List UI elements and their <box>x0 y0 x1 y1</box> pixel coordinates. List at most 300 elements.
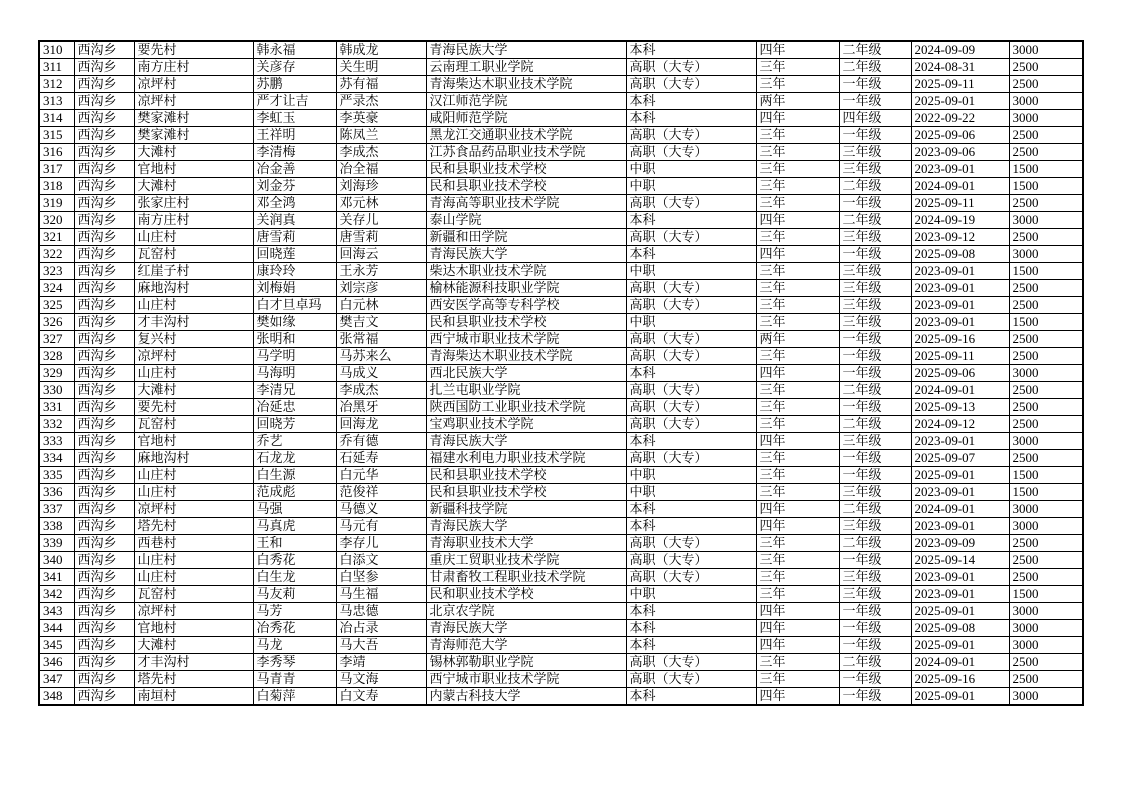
cell-student: 白菊萍 <box>253 688 336 706</box>
cell-duration: 三年 <box>756 297 839 314</box>
cell-guardian: 张常福 <box>336 331 426 348</box>
cell-no: 336 <box>39 484 74 501</box>
cell-village: 瓦窑村 <box>134 246 253 263</box>
cell-student: 马真虎 <box>253 518 336 535</box>
table-row <box>39 688 1083 706</box>
cell-duration: 三年 <box>756 144 839 161</box>
cell-level: 中职 <box>626 161 756 178</box>
cell-grade: 三年级 <box>839 280 911 297</box>
table-row <box>39 467 1083 484</box>
cell-start_date: 2023-09-01 <box>911 297 1009 314</box>
cell-school: 西宁城市职业技术学院 <box>426 331 626 348</box>
cell-school: 民和县职业技术学校 <box>426 484 626 501</box>
cell-grade: 一年级 <box>839 348 911 365</box>
cell-guardian: 王永芳 <box>336 263 426 280</box>
cell-amount: 1500 <box>1009 467 1083 484</box>
cell-duration: 三年 <box>756 552 839 569</box>
cell-level: 高职（大专） <box>626 382 756 399</box>
cell-guardian: 马忠德 <box>336 603 426 620</box>
table-row <box>39 127 1083 144</box>
cell-duration: 三年 <box>756 671 839 688</box>
cell-no: 343 <box>39 603 74 620</box>
cell-level: 高职（大专） <box>626 535 756 552</box>
cell-guardian: 冶占录 <box>336 620 426 637</box>
cell-guardian: 陈凤兰 <box>336 127 426 144</box>
cell-student: 苏鹏 <box>253 76 336 93</box>
cell-level: 中职 <box>626 263 756 280</box>
cell-grade: 二年级 <box>839 654 911 671</box>
cell-grade: 一年级 <box>839 331 911 348</box>
cell-student: 王祥明 <box>253 127 336 144</box>
cell-student: 邓全鸿 <box>253 195 336 212</box>
cell-village: 复兴村 <box>134 331 253 348</box>
table-row <box>39 178 1083 195</box>
cell-village: 凉坪村 <box>134 348 253 365</box>
cell-township: 西沟乡 <box>74 382 134 399</box>
cell-no: 317 <box>39 161 74 178</box>
cell-no: 340 <box>39 552 74 569</box>
cell-grade: 四年级 <box>839 110 911 127</box>
cell-village: 要先村 <box>134 41 253 59</box>
cell-student: 唐雪莉 <box>253 229 336 246</box>
cell-level: 高职（大专） <box>626 671 756 688</box>
cell-start_date: 2023-09-01 <box>911 433 1009 450</box>
cell-school: 青海柴达木职业技术学院 <box>426 348 626 365</box>
cell-amount: 3000 <box>1009 365 1083 382</box>
table-row <box>39 399 1083 416</box>
cell-village: 南方庄村 <box>134 59 253 76</box>
table-row <box>39 297 1083 314</box>
cell-student: 马芳 <box>253 603 336 620</box>
cell-no: 330 <box>39 382 74 399</box>
cell-start_date: 2023-09-01 <box>911 314 1009 331</box>
table-row <box>39 552 1083 569</box>
cell-start_date: 2024-08-31 <box>911 59 1009 76</box>
cell-start_date: 2025-09-08 <box>911 246 1009 263</box>
cell-duration: 三年 <box>756 467 839 484</box>
student-subsidy-table <box>38 40 1084 706</box>
table-row <box>39 501 1083 518</box>
cell-level: 本科 <box>626 433 756 450</box>
cell-guardian: 刘海珍 <box>336 178 426 195</box>
cell-amount: 3000 <box>1009 246 1083 263</box>
cell-student: 白才旦卓玛 <box>253 297 336 314</box>
cell-duration: 三年 <box>756 569 839 586</box>
cell-level: 本科 <box>626 603 756 620</box>
cell-township: 西沟乡 <box>74 314 134 331</box>
cell-township: 西沟乡 <box>74 127 134 144</box>
cell-student: 李清兄 <box>253 382 336 399</box>
table-row <box>39 93 1083 110</box>
cell-start_date: 2025-09-08 <box>911 620 1009 637</box>
cell-school: 青海民族大学 <box>426 620 626 637</box>
cell-level: 高职（大专） <box>626 195 756 212</box>
cell-amount: 3000 <box>1009 433 1083 450</box>
cell-grade: 一年级 <box>839 127 911 144</box>
cell-township: 西沟乡 <box>74 586 134 603</box>
cell-amount: 2500 <box>1009 569 1083 586</box>
cell-school: 咸阳师范学院 <box>426 110 626 127</box>
cell-start_date: 2022-09-22 <box>911 110 1009 127</box>
cell-grade: 一年级 <box>839 637 911 654</box>
table-row <box>39 76 1083 93</box>
cell-guardian: 白元华 <box>336 467 426 484</box>
cell-amount: 2500 <box>1009 416 1083 433</box>
cell-amount: 1500 <box>1009 586 1083 603</box>
cell-township: 西沟乡 <box>74 552 134 569</box>
cell-township: 西沟乡 <box>74 603 134 620</box>
cell-level: 中职 <box>626 484 756 501</box>
cell-school: 云南理工职业学院 <box>426 59 626 76</box>
cell-no: 345 <box>39 637 74 654</box>
cell-duration: 四年 <box>756 212 839 229</box>
cell-start_date: 2024-09-01 <box>911 382 1009 399</box>
cell-start_date: 2024-09-19 <box>911 212 1009 229</box>
cell-level: 本科 <box>626 688 756 706</box>
cell-student: 李清梅 <box>253 144 336 161</box>
cell-no: 312 <box>39 76 74 93</box>
cell-grade: 二年级 <box>839 178 911 195</box>
cell-village: 张家庄村 <box>134 195 253 212</box>
cell-no: 333 <box>39 433 74 450</box>
cell-level: 本科 <box>626 365 756 382</box>
cell-no: 331 <box>39 399 74 416</box>
cell-amount: 3000 <box>1009 620 1083 637</box>
cell-grade: 三年级 <box>839 569 911 586</box>
cell-grade: 一年级 <box>839 365 911 382</box>
cell-start_date: 2025-09-01 <box>911 688 1009 706</box>
cell-no: 311 <box>39 59 74 76</box>
cell-start_date: 2023-09-01 <box>911 263 1009 280</box>
cell-township: 西沟乡 <box>74 161 134 178</box>
table-row <box>39 59 1083 76</box>
cell-amount: 2500 <box>1009 450 1083 467</box>
cell-school: 汉江师范学院 <box>426 93 626 110</box>
cell-village: 凉坪村 <box>134 76 253 93</box>
cell-amount: 2500 <box>1009 535 1083 552</box>
cell-township: 西沟乡 <box>74 93 134 110</box>
cell-no: 323 <box>39 263 74 280</box>
cell-guardian: 李英豪 <box>336 110 426 127</box>
cell-amount: 3000 <box>1009 688 1083 706</box>
cell-guardian: 白文寿 <box>336 688 426 706</box>
cell-start_date: 2024-09-09 <box>911 41 1009 59</box>
cell-amount: 2500 <box>1009 195 1083 212</box>
cell-guardian: 回海龙 <box>336 416 426 433</box>
cell-township: 西沟乡 <box>74 467 134 484</box>
table-row <box>39 620 1083 637</box>
cell-guardian: 马大吾 <box>336 637 426 654</box>
cell-township: 西沟乡 <box>74 59 134 76</box>
cell-guardian: 李成杰 <box>336 144 426 161</box>
cell-school: 榆林能源科技职业学院 <box>426 280 626 297</box>
cell-student: 回晓芳 <box>253 416 336 433</box>
cell-guardian: 韩成龙 <box>336 41 426 59</box>
cell-school: 青海高等职业技术学院 <box>426 195 626 212</box>
cell-level: 高职（大专） <box>626 297 756 314</box>
cell-guardian: 关生明 <box>336 59 426 76</box>
cell-school: 青海民族大学 <box>426 41 626 59</box>
cell-township: 西沟乡 <box>74 535 134 552</box>
cell-level: 本科 <box>626 93 756 110</box>
cell-amount: 2500 <box>1009 552 1083 569</box>
cell-level: 本科 <box>626 620 756 637</box>
cell-school: 民和职业技术学校 <box>426 586 626 603</box>
cell-student: 乔艺 <box>253 433 336 450</box>
cell-school: 青海民族大学 <box>426 518 626 535</box>
cell-school: 柴达木职业技术学院 <box>426 263 626 280</box>
cell-duration: 三年 <box>756 348 839 365</box>
cell-amount: 2500 <box>1009 399 1083 416</box>
cell-duration: 三年 <box>756 161 839 178</box>
cell-guardian: 苏有福 <box>336 76 426 93</box>
cell-duration: 四年 <box>756 41 839 59</box>
cell-no: 319 <box>39 195 74 212</box>
cell-school: 民和县职业技术学校 <box>426 178 626 195</box>
cell-township: 西沟乡 <box>74 297 134 314</box>
cell-amount: 1500 <box>1009 178 1083 195</box>
cell-amount: 2500 <box>1009 331 1083 348</box>
cell-no: 347 <box>39 671 74 688</box>
cell-level: 高职（大专） <box>626 654 756 671</box>
cell-township: 西沟乡 <box>74 280 134 297</box>
cell-guardian: 李存儿 <box>336 535 426 552</box>
cell-start_date: 2025-09-01 <box>911 467 1009 484</box>
cell-no: 348 <box>39 688 74 706</box>
cell-student: 康玲玲 <box>253 263 336 280</box>
table-row <box>39 348 1083 365</box>
cell-grade: 一年级 <box>839 552 911 569</box>
cell-school: 福建水利电力职业技术学院 <box>426 450 626 467</box>
cell-duration: 三年 <box>756 416 839 433</box>
table-row <box>39 229 1083 246</box>
cell-village: 樊家滩村 <box>134 110 253 127</box>
cell-student: 回晓莲 <box>253 246 336 263</box>
cell-village: 凉坪村 <box>134 603 253 620</box>
cell-township: 西沟乡 <box>74 671 134 688</box>
cell-level: 高职（大专） <box>626 569 756 586</box>
cell-start_date: 2025-09-11 <box>911 348 1009 365</box>
cell-township: 西沟乡 <box>74 212 134 229</box>
cell-township: 西沟乡 <box>74 110 134 127</box>
cell-guardian: 关存儿 <box>336 212 426 229</box>
cell-student: 马强 <box>253 501 336 518</box>
cell-duration: 四年 <box>756 620 839 637</box>
table-row <box>39 382 1083 399</box>
cell-level: 高职（大专） <box>626 348 756 365</box>
cell-amount: 3000 <box>1009 518 1083 535</box>
cell-grade: 三年级 <box>839 263 911 280</box>
cell-village: 官地村 <box>134 433 253 450</box>
cell-grade: 三年级 <box>839 229 911 246</box>
cell-guardian: 马生福 <box>336 586 426 603</box>
cell-level: 高职（大专） <box>626 59 756 76</box>
cell-guardian: 李靖 <box>336 654 426 671</box>
cell-duration: 四年 <box>756 603 839 620</box>
cell-start_date: 2023-09-01 <box>911 280 1009 297</box>
cell-village: 南方庄村 <box>134 212 253 229</box>
cell-village: 凉坪村 <box>134 501 253 518</box>
cell-start_date: 2025-09-01 <box>911 637 1009 654</box>
cell-township: 西沟乡 <box>74 484 134 501</box>
cell-duration: 四年 <box>756 433 839 450</box>
cell-level: 高职（大专） <box>626 552 756 569</box>
cell-start_date: 2025-09-01 <box>911 93 1009 110</box>
cell-level: 中职 <box>626 467 756 484</box>
cell-grade: 三年级 <box>839 297 911 314</box>
cell-township: 西沟乡 <box>74 178 134 195</box>
cell-village: 瓦窑村 <box>134 586 253 603</box>
cell-guardian: 回海云 <box>336 246 426 263</box>
cell-duration: 四年 <box>756 246 839 263</box>
cell-start_date: 2025-09-13 <box>911 399 1009 416</box>
cell-township: 西沟乡 <box>74 144 134 161</box>
table-row <box>39 654 1083 671</box>
cell-no: 332 <box>39 416 74 433</box>
cell-student: 李虹玉 <box>253 110 336 127</box>
table-row <box>39 450 1083 467</box>
cell-level: 高职（大专） <box>626 144 756 161</box>
cell-level: 本科 <box>626 501 756 518</box>
cell-no: 313 <box>39 93 74 110</box>
cell-amount: 2500 <box>1009 229 1083 246</box>
cell-guardian: 冶全福 <box>336 161 426 178</box>
cell-no: 322 <box>39 246 74 263</box>
cell-duration: 四年 <box>756 501 839 518</box>
cell-no: 318 <box>39 178 74 195</box>
cell-guardian: 樊吉文 <box>336 314 426 331</box>
cell-guardian: 白坚参 <box>336 569 426 586</box>
table-row <box>39 314 1083 331</box>
cell-school: 民和县职业技术学校 <box>426 467 626 484</box>
cell-township: 西沟乡 <box>74 331 134 348</box>
cell-grade: 三年级 <box>839 518 911 535</box>
cell-school: 青海柴达木职业技术学院 <box>426 76 626 93</box>
cell-school: 锡林郭勒职业学院 <box>426 654 626 671</box>
cell-student: 范成彪 <box>253 484 336 501</box>
cell-no: 325 <box>39 297 74 314</box>
cell-township: 西沟乡 <box>74 76 134 93</box>
cell-village: 南垣村 <box>134 688 253 706</box>
cell-guardian: 白元林 <box>336 297 426 314</box>
cell-duration: 两年 <box>756 93 839 110</box>
cell-school: 扎兰屯职业学院 <box>426 382 626 399</box>
cell-township: 西沟乡 <box>74 654 134 671</box>
cell-village: 山庄村 <box>134 467 253 484</box>
cell-no: 329 <box>39 365 74 382</box>
cell-guardian: 冶黑牙 <box>336 399 426 416</box>
cell-student: 关润真 <box>253 212 336 229</box>
cell-amount: 2500 <box>1009 59 1083 76</box>
table-row <box>39 416 1083 433</box>
cell-duration: 三年 <box>756 59 839 76</box>
cell-duration: 三年 <box>756 127 839 144</box>
table-row <box>39 433 1083 450</box>
cell-amount: 1500 <box>1009 484 1083 501</box>
cell-township: 西沟乡 <box>74 518 134 535</box>
cell-school: 民和县职业技术学校 <box>426 161 626 178</box>
cell-township: 西沟乡 <box>74 41 134 59</box>
cell-duration: 三年 <box>756 314 839 331</box>
cell-start_date: 2024-09-01 <box>911 654 1009 671</box>
cell-township: 西沟乡 <box>74 416 134 433</box>
cell-township: 西沟乡 <box>74 263 134 280</box>
cell-level: 中职 <box>626 586 756 603</box>
cell-village: 大滩村 <box>134 178 253 195</box>
cell-amount: 2500 <box>1009 280 1083 297</box>
cell-no: 337 <box>39 501 74 518</box>
cell-school: 新疆科技学院 <box>426 501 626 518</box>
cell-duration: 三年 <box>756 586 839 603</box>
cell-no: 315 <box>39 127 74 144</box>
cell-level: 本科 <box>626 212 756 229</box>
table-row <box>39 212 1083 229</box>
cell-grade: 一年级 <box>839 688 911 706</box>
cell-start_date: 2024-09-12 <box>911 416 1009 433</box>
cell-student: 冶延忠 <box>253 399 336 416</box>
cell-no: 316 <box>39 144 74 161</box>
cell-student: 白生源 <box>253 467 336 484</box>
cell-start_date: 2025-09-07 <box>911 450 1009 467</box>
cell-start_date: 2024-09-01 <box>911 501 1009 518</box>
cell-township: 西沟乡 <box>74 688 134 706</box>
cell-start_date: 2023-09-01 <box>911 569 1009 586</box>
cell-start_date: 2025-09-16 <box>911 671 1009 688</box>
cell-amount: 3000 <box>1009 637 1083 654</box>
cell-village: 麻地沟村 <box>134 450 253 467</box>
cell-school: 内蒙古科技大学 <box>426 688 626 706</box>
table-row <box>39 365 1083 382</box>
cell-grade: 一年级 <box>839 620 911 637</box>
cell-village: 大滩村 <box>134 144 253 161</box>
cell-grade: 三年级 <box>839 314 911 331</box>
table-row <box>39 263 1083 280</box>
cell-duration: 三年 <box>756 263 839 280</box>
cell-level: 高职（大专） <box>626 127 756 144</box>
cell-start_date: 2023-09-01 <box>911 518 1009 535</box>
table-row <box>39 195 1083 212</box>
cell-student: 张明和 <box>253 331 336 348</box>
cell-grade: 一年级 <box>839 671 911 688</box>
cell-no: 314 <box>39 110 74 127</box>
cell-village: 山庄村 <box>134 229 253 246</box>
cell-start_date: 2023-09-06 <box>911 144 1009 161</box>
cell-duration: 三年 <box>756 195 839 212</box>
cell-grade: 三年级 <box>839 144 911 161</box>
table-row <box>39 569 1083 586</box>
cell-no: 310 <box>39 41 74 59</box>
cell-level: 高职（大专） <box>626 76 756 93</box>
cell-guardian: 乔有德 <box>336 433 426 450</box>
cell-village: 山庄村 <box>134 552 253 569</box>
cell-grade: 二年级 <box>839 535 911 552</box>
cell-duration: 三年 <box>756 280 839 297</box>
cell-village: 山庄村 <box>134 484 253 501</box>
cell-student: 关彦存 <box>253 59 336 76</box>
cell-school: 甘肃畜牧工程职业技术学院 <box>426 569 626 586</box>
cell-amount: 2500 <box>1009 76 1083 93</box>
cell-level: 中职 <box>626 314 756 331</box>
cell-level: 本科 <box>626 110 756 127</box>
cell-village: 西巷村 <box>134 535 253 552</box>
cell-start_date: 2023-09-01 <box>911 161 1009 178</box>
cell-grade: 一年级 <box>839 603 911 620</box>
table-row <box>39 671 1083 688</box>
cell-no: 346 <box>39 654 74 671</box>
cell-township: 西沟乡 <box>74 637 134 654</box>
cell-guardian: 李成杰 <box>336 382 426 399</box>
table-row <box>39 535 1083 552</box>
